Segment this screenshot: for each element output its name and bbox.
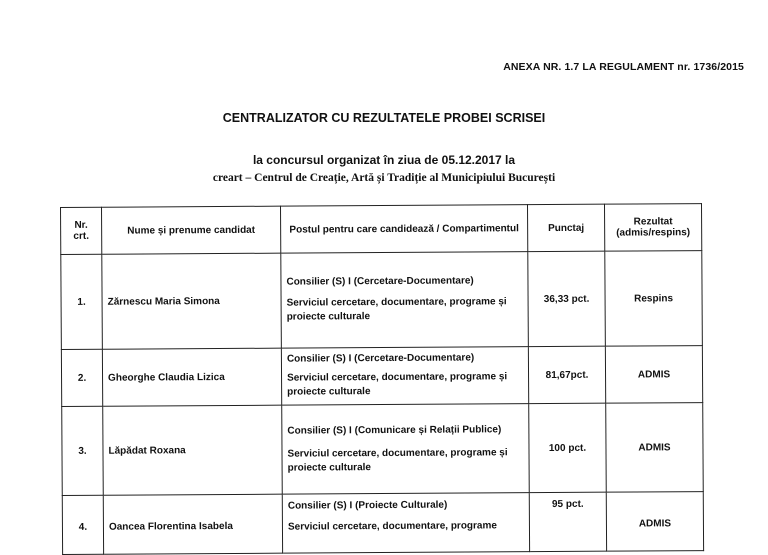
document-subtitle: la concursul organizat în ziua de 05.12.2017 la xyxy=(252,153,516,167)
cell-result: ADMIS xyxy=(606,492,703,552)
table-row xyxy=(61,346,702,407)
post-title: Consilier (S) I (Cercetare-Documentare) xyxy=(286,352,475,365)
cell-post xyxy=(282,493,529,554)
cell-nr: 4. xyxy=(62,495,103,554)
institution-name: creart – Centrul de Creație, Artă și Tradiție al Municipiului București xyxy=(212,172,556,184)
post-department: Serviciul cercetare, documentare, programe și proiecte culturale xyxy=(286,296,507,323)
cell-score: 36,33 pct. xyxy=(528,251,606,346)
post-department: Serviciul cercetare, documentare, programe și proiecte culturale xyxy=(287,446,508,474)
cell-name: Gheorghe Claudia Lizica xyxy=(102,348,281,406)
annex-reference: ANEXA NR. 1.7 LA REGULAMENT nr. 1736/2015 xyxy=(503,61,744,73)
table-header-row xyxy=(61,204,702,255)
cell-score: 95 pct. xyxy=(529,492,606,551)
cell-name: Oancea Florentina Isabela xyxy=(103,494,282,554)
header-name: Nume și prenume candidat xyxy=(102,206,281,254)
cell-post xyxy=(282,404,530,495)
cell-score: 81,67pct. xyxy=(528,346,605,403)
results-table xyxy=(60,203,704,555)
cell-result: ADMIS xyxy=(605,346,702,404)
header-score: Punctaj xyxy=(527,204,604,251)
cell-post xyxy=(281,252,529,349)
post-title: Consilier (S) I (Proiecte Culturale) xyxy=(287,499,448,512)
table-row xyxy=(62,492,703,555)
header-post: Postul pentru care candidează / Compartimentul xyxy=(280,205,527,254)
cell-result: Respins xyxy=(605,251,703,347)
cell-name: Lăpădat Roxana xyxy=(103,405,283,495)
post-title: Consilier (S) I (Cercetare-Documentare) xyxy=(286,275,474,288)
cell-nr: 1. xyxy=(61,254,103,349)
post-title: Consilier (S) I (Comunicare și Relații Publice) xyxy=(287,423,502,437)
cell-name: Zărnescu Maria Simona xyxy=(102,253,282,349)
table-row xyxy=(62,403,704,496)
cell-nr: 3. xyxy=(62,406,104,495)
cell-nr: 2. xyxy=(61,349,102,406)
post-department: Serviciul cercetare, documentare, programe și proiecte culturale xyxy=(287,371,508,398)
header-nr: Nr. crt. xyxy=(61,207,102,254)
header-result: Rezultat (admis/respins) xyxy=(604,204,701,252)
cell-score: 100 pct. xyxy=(529,403,607,492)
cell-post xyxy=(281,347,528,406)
document-title: CENTRALIZATOR CU REZULTATELE PROBEI SCRISEI xyxy=(222,111,546,125)
cell-result: ADMIS xyxy=(606,403,704,493)
table-row xyxy=(61,251,703,350)
post-department: Serviciul cercetare, documentare, programe xyxy=(287,520,497,533)
